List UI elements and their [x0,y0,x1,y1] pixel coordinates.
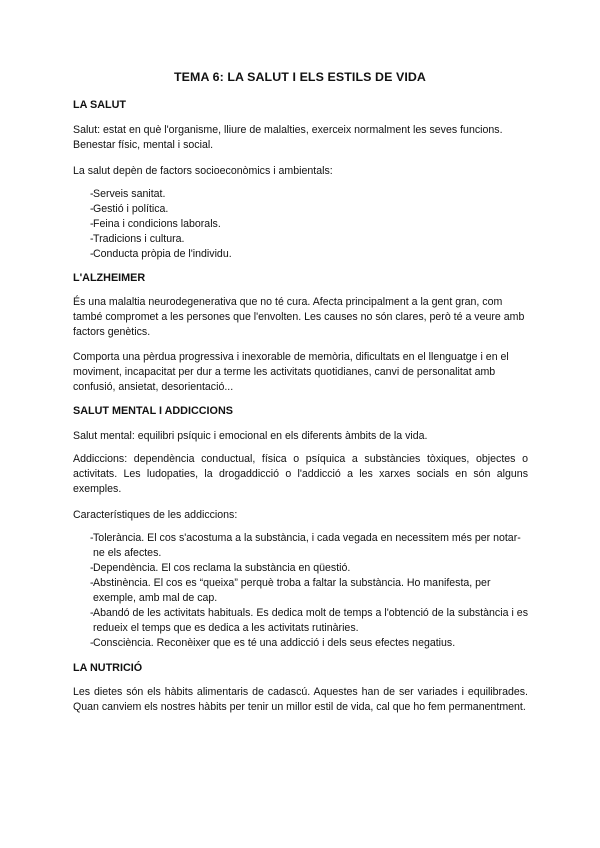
page-title: TEMA 6: LA SALUT I ELS ESTILS DE VIDA [174,70,426,84]
paragraph-salut-definition: Salut: estat en què l'organisme, lliure de malalties, exerceix normalment les seves funcions. Benestar físic, mental i social. [73,124,503,151]
heading-salut-mental: SALUT MENTAL I ADDICCIONS [73,405,233,417]
list-item: - Conducta pròpia de l'individu. [90,248,232,260]
paragraph-caracteristiques: Característiques de les addiccions: [73,509,238,521]
paragraph-salut-factors: La salut depèn de factors socioeconòmics i ambientals: [73,165,333,177]
heading-alzheimer: L'ALZHEIMER [73,272,146,284]
list-item: - Abandó de les activitats habituals. Es dedica molt de temps a l'obtenció de la substància i es redueix el temps que es dedica a les activitats rutinàries. [90,607,528,634]
paragraph-alzheimer-2: Comporta una pèrdua progressiva i inexorable de memòria, dificultats en el llenguatge i en el moviment, incapacitat per dur a terme les activitats quotidianes, canvi de personalitat amb confusió, ansietat, desorientació... [73,351,509,393]
paragraph-alzheimer-1: És una malaltia neurodegenerativa que no té cura. Afecta principalment a la gent gran, com també compromet a les persones que l'envolten. Les causes no són clares, però té a veure amb factors genètics. [73,296,525,338]
heading-salut: LA SALUT [73,99,126,111]
list-item: - Consciència. Reconèixer que es té una addicció i dels seus efectes negatius. [90,637,456,649]
list-caracteristiques [73,531,528,651]
list-item: - Serveis sanitat. [90,188,166,200]
paragraph-nutricio: Les dietes són els hàbits alimentaris de cadascú. Aquestes han de ser variades i equilibrades. Quan canviem els nostres hàbits per tenir un millor estil de vida, cal que ho fem permanentment. [73,686,528,713]
paragraph-salut-mental: Salut mental: equilibri psíquic i emocional en els diferents àmbits de la vida. [73,430,428,442]
list-item: - Tradicions i cultura. [90,233,185,245]
list-salut-factors [73,187,528,262]
heading-nutricio: LA NUTRICIÓ [73,662,143,674]
list-item: - Feina i condicions laborals. [90,218,221,230]
list-item: - Gestió i política. [90,203,169,215]
paragraph-addiccions: Addiccions: dependència conductual, física o psíquica a substàncies tòxiques, objectes o activitats. Les ludopaties, la drogaddicció o l'addicció a les xarxes socials en són alguns exemples. [73,453,528,495]
list-item: - Tolerància. El cos s'acostuma a la substància, i cada vegada en necessitem més per notar-ne els afectes. [90,532,521,559]
list-item: - Abstinència. El cos es “queixa” perquè troba a faltar la substància. Ho manifesta, per exemple, amb mal de cap. [90,577,491,604]
list-item: - Dependència. El cos reclama la substància en qüestió. [90,562,351,574]
